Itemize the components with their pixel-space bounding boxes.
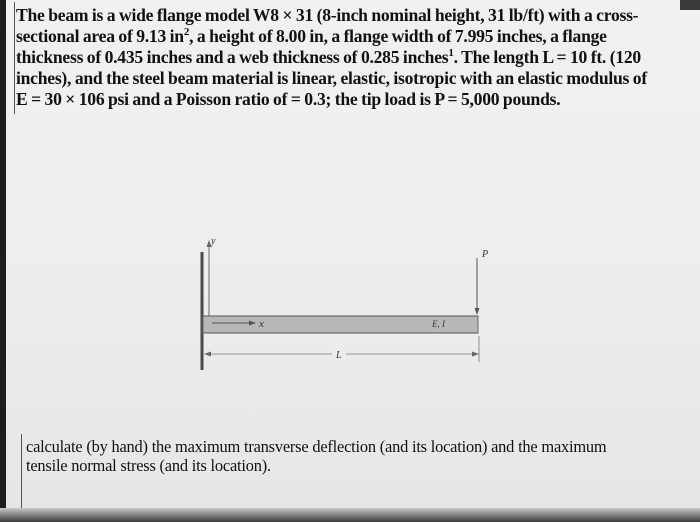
question-line-2: tensile normal stress (and its location). <box>26 456 271 475</box>
y-axis-label: y <box>211 236 216 247</box>
load-arrowhead <box>475 308 480 315</box>
question-line-1: calculate (by hand) the maximum transverse deflection (and its location) and the maximum <box>26 437 607 456</box>
area-superscript: 2 <box>183 26 190 39</box>
question-margin-rule <box>21 434 22 516</box>
question-text <box>26 437 696 475</box>
problem-line-4: inches), and the steel beam material is linear, elastic, isotropic with an elastic modulus of <box>16 68 647 88</box>
load-label: P <box>482 249 489 260</box>
length-arrow-left <box>204 352 211 357</box>
length-arrow-right <box>472 352 479 357</box>
photo-edge-bottom <box>0 508 700 522</box>
problem-line-5: E = 30 × 106 psi and a Poisson ratio of = 0.3; the tip load is P = 5,000 pounds. <box>16 89 561 109</box>
problem-line-1: The beam is a wide flange model W8 × 31 (8-inch nominal height, 31 lb/ft) with a cross- <box>16 5 639 25</box>
footnote-superscript: 1 <box>448 47 454 60</box>
length-label: L <box>336 350 342 361</box>
problem-line-2: sectional area of 9.13 $in^2$, a height of 8.00 in, a flange width of 7.995 inches, a flange <box>16 26 607 46</box>
problem-line-3: thickness of 0.435 inches and a web thickness of 0.285 inches$^1$. The length L = 10 ft. (120 <box>16 47 641 67</box>
beam-property-label: E, I <box>432 319 445 329</box>
x-axis-label: x <box>259 318 264 330</box>
fixed-wall-support <box>201 252 204 370</box>
